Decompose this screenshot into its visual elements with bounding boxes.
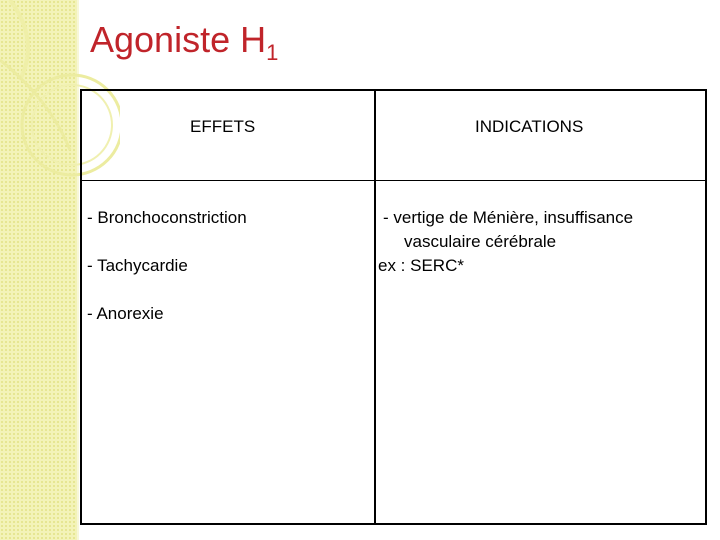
header-effets: EFFETS <box>190 117 256 136</box>
slide-title <box>90 18 278 75</box>
effet-item: - Bronchoconstriction <box>87 208 247 227</box>
header-indications: INDICATIONS <box>475 117 584 136</box>
table-header-divider <box>82 180 705 181</box>
indication-example: ex : SERC* <box>378 256 464 275</box>
indication-line-1: - vertige de Ménière, insuffisance <box>383 208 634 227</box>
decor-curve <box>10 0 28 80</box>
effet-item: - Anorexie <box>87 304 164 323</box>
effet-item: - Tachycardie <box>87 256 188 275</box>
title-subscript: 1 <box>266 40 279 65</box>
decor-curve-2 <box>0 60 70 150</box>
table-column-divider <box>374 91 376 523</box>
title-main: Agoniste H <box>90 19 267 60</box>
indication-line-2: vasculaire cérébrale <box>404 232 557 251</box>
effets-list <box>87 206 247 350</box>
effects-indications-table <box>80 89 707 525</box>
indications-list <box>378 206 633 278</box>
